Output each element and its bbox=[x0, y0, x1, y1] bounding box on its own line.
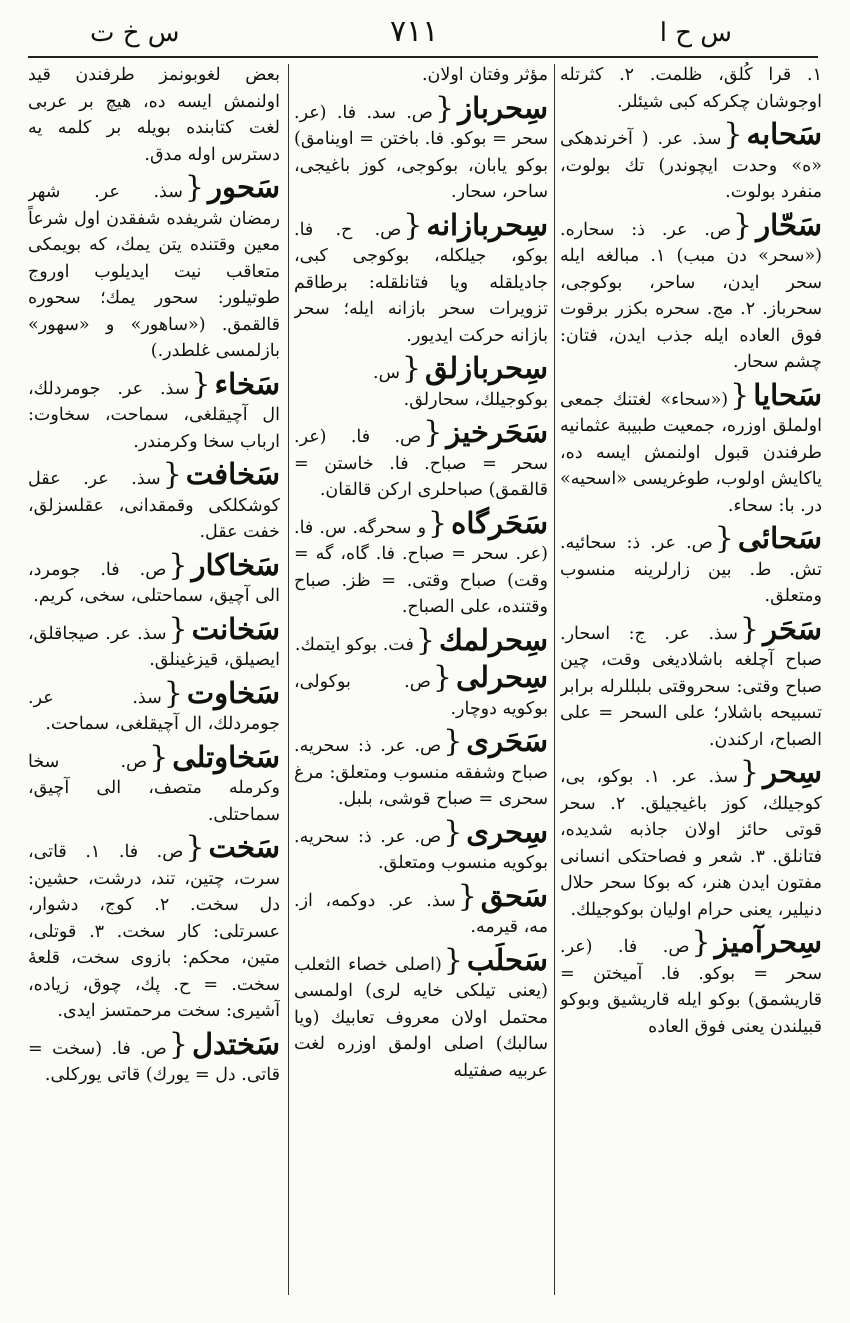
brace-mark: { bbox=[730, 377, 750, 413]
brace-mark: { bbox=[415, 622, 435, 658]
dictionary-entry bbox=[28, 459, 280, 546]
entry-headword: سَخاوت bbox=[186, 675, 280, 710]
entry-definition: سذ. عر. عقل كوشكلكى وقمقدانى، عقلسزلق، خفت عقل. bbox=[28, 469, 280, 542]
entry-definition: ص. عر. ذ: سحاره. («سحر» دن مبب) ١. مبالغه ايله سحر ايدن، ساحر، بوكوجى، سحرباز. ٢. مج. سحره بكزر برقوت فوق العاده ايله جذب ايدن، فتان: چشم سحار. bbox=[560, 219, 822, 372]
entry-headword: سَخت bbox=[208, 830, 280, 864]
brace-mark: { bbox=[739, 755, 759, 790]
running-head-right: س ح ا bbox=[659, 18, 732, 48]
entry-definition: سذ. عر. جومردلك، ال آچيقلغى، سماحت، سخاوت: ارباب سخا وكرمندر. bbox=[28, 378, 280, 452]
dictionary-entry bbox=[28, 739, 280, 829]
entry-headword: سِحربازانه bbox=[426, 207, 548, 242]
page-header bbox=[0, 0, 850, 56]
entry-definition: ص. ح. فا. بوكو، جيلكله، بوكوجى كبى، جاديلقله ويا فتانلقله: برطاقم تزويرات سحر بازانه ايله؛ سحر بازانه حركت ايديور. bbox=[294, 219, 548, 346]
dictionary-entry bbox=[560, 927, 822, 1040]
entry-headword: سَحابه bbox=[746, 117, 822, 151]
dictionary-entry bbox=[28, 547, 280, 610]
brace-mark: { bbox=[401, 351, 422, 386]
brace-mark: { bbox=[191, 366, 211, 402]
header-rule bbox=[28, 56, 818, 58]
dictionary-entry bbox=[560, 757, 822, 923]
entry-definition: ص. فا. (عر. سحر = صباح. فا. خاستن = قالقمق) صباحلرى اركن قالقان. bbox=[294, 427, 548, 500]
dictionary-entry bbox=[294, 662, 548, 722]
entry-definition: ص. فا. جومرد، الى آچيق، سماحتلى، سخى، كريم. bbox=[28, 559, 280, 606]
brace-mark: { bbox=[185, 830, 205, 865]
brace-mark: { bbox=[723, 117, 743, 152]
entry-headword: سَحّار bbox=[756, 207, 822, 242]
entry-headword: سَحايا bbox=[753, 377, 822, 412]
dictionary-entry bbox=[28, 172, 280, 365]
entry-definition: سذ. عر. جومردلك، ال آچيقلغى، سماحت. bbox=[28, 687, 280, 734]
entry-headword: سِحرلمك bbox=[438, 622, 548, 657]
continuation-text: ١. قرا كُلق، ظلمت. ٢. كثرتله اوجوشان چكركه كبى شيئلر. bbox=[560, 65, 822, 112]
brace-mark: { bbox=[457, 878, 477, 914]
dictionary-entry bbox=[560, 207, 822, 376]
dictionary-entry bbox=[28, 675, 280, 738]
brace-mark: { bbox=[162, 457, 182, 492]
dictionary-entry bbox=[560, 523, 822, 610]
entry-definition: ص. سد. فا. (عر. سحر = بوكو. فا. باختن = اوينامق) بوكو يابان، بوكوجى، كوز باغيجى، ساحر، سحار. bbox=[294, 102, 548, 202]
dictionary-entry bbox=[294, 207, 548, 350]
entry-headword: سَختدل bbox=[191, 1026, 280, 1061]
entry-definition: سذ. عر. ١. بوكو، بى، كوجيلك، كوز باغيجيلق. ٢. سحر قوتى حائز اولان جاذبه شديده، فتانلق. ٣. شعر و فصاحتكى انسانى مفتون ايدن هنر، كه بوكا سحر حلال دنيلير، يعنى حرام اوليان بوكوجيلك. bbox=[560, 767, 822, 920]
dictionary-entry bbox=[294, 814, 548, 877]
brace-mark: { bbox=[434, 90, 455, 126]
dictionary-entry bbox=[294, 622, 548, 659]
brace-mark: { bbox=[443, 724, 463, 759]
entry-headword: سَحَرخيز bbox=[446, 415, 548, 449]
entry-headword: سَحور bbox=[207, 170, 280, 204]
column-middle bbox=[294, 62, 548, 1299]
entry-definition: ص. فا. (عر. سحر = بوكو. فا. آميختن = قاريشمق) بوكو ايله قاريشيق وبوكو قبيلندن يعنى فوق العاده bbox=[560, 937, 822, 1037]
entry-headword: سِحرباز bbox=[458, 90, 548, 125]
entry-definition: ص. فا. (سخت = قاتى. دل = يورك) قاتى يوركلى. bbox=[28, 1038, 280, 1085]
entry-headword: سَخانت bbox=[191, 611, 280, 646]
brace-mark: { bbox=[168, 547, 188, 583]
dictionary-entry bbox=[28, 611, 280, 674]
entry-headword: سِحرآميز bbox=[714, 925, 822, 959]
dictionary-entry bbox=[560, 377, 822, 520]
brace-mark: { bbox=[739, 611, 759, 647]
brace-mark: { bbox=[428, 505, 448, 541]
entry-definition: (اصلى خصاء الثعلب (يعنى تيلكى خايه لرى) اولمسى محتمل اولان معروف تعابيك (ويا سالبك) اصلى اولمق اوزره لغت عربيه صفتيله bbox=[294, 954, 548, 1081]
entry-definition: و سحرگه. س. فا. (عر. سحر = صباح. فا. گاه، گه = وقت) صباح وقتى. = ظز. صباح وقتنده، على الصباح. bbox=[294, 517, 548, 617]
dictionary-entry bbox=[28, 832, 280, 1025]
brace-mark: { bbox=[443, 942, 463, 978]
brace-mark: { bbox=[733, 207, 753, 243]
column-divider bbox=[554, 64, 555, 1295]
dictionary-entry bbox=[28, 366, 280, 456]
dictionary-entry bbox=[294, 726, 548, 813]
brace-mark: { bbox=[432, 660, 452, 695]
entry-definition: سذ. عر. دوكمه، از. مه، قيرمه. bbox=[294, 890, 548, 937]
entry-definition: س. بوكوجيلك، سحارلق. bbox=[373, 363, 548, 410]
entry-headword: سَحلَب bbox=[466, 942, 548, 977]
dictionary-entry bbox=[294, 878, 548, 941]
brace-mark: { bbox=[184, 170, 204, 205]
entry-definition: فت. بوكو ايتمك. bbox=[294, 634, 414, 655]
entry-definition: سذ. عر. صيجاقلق، ايصيلق، قيزغينلق. bbox=[28, 623, 280, 670]
column-divider bbox=[288, 64, 289, 1295]
entry-definition: ص. بوكولى، بوكويه دوچار. bbox=[294, 672, 548, 719]
dictionary-entry bbox=[294, 353, 548, 413]
entry-definition: سذ. عر. ج: اسحار. صباح آچلغه باشلاديغى وقت، چين صباح وقتى: سحروقتى بلبللرله برابر تسبيحه باشلار؛ على السحر = على الصباح، اركندن. bbox=[560, 623, 822, 750]
entry-definition: ص. فا. ١. قاتى، سرت، چتين، تند، درشت، حشين: دل سخت. ٢. كوج، دشوار، عسرتلى: كار سخت. ٣. قوتلى، متين، محكم: بازوى سخت، قلعهٔ سخت. = ح. پك، چوق، زياده، آشيرى: سخت مرحمتسز ايدى. bbox=[28, 842, 280, 1021]
entry-headword: سَخاء bbox=[214, 366, 280, 401]
brace-mark: { bbox=[403, 207, 423, 243]
entry-headword: سَخاكار bbox=[191, 547, 280, 582]
entry-headword: سَحائى bbox=[737, 521, 822, 555]
entry-headword: سَحَرگاه bbox=[451, 505, 548, 540]
dictionary-entry bbox=[294, 942, 548, 1085]
entry-headword: سَخافت bbox=[185, 457, 280, 491]
entry-definition: ص. عر. ذ: سحائيه. تش. ط. بين زارلرينه منسوب ومتعلق. bbox=[560, 533, 822, 606]
column-left bbox=[28, 62, 280, 1299]
dictionary-entry bbox=[294, 505, 548, 621]
dictionary-entry bbox=[560, 611, 822, 754]
entry-definition: ص. عر. ذ: سحريه. صباح وشفقه منسوب ومتعلق: مرغ سحرى = صباح قوشى، بلبل. bbox=[294, 736, 548, 809]
entry-definition: ص. عر. ذ: سحريه. بوكويه منسوب ومتعلق. bbox=[294, 826, 548, 873]
entry-headword: سِحرلى bbox=[455, 660, 548, 694]
entry-headword: سَحَر bbox=[762, 611, 822, 646]
entry-headword: سِحر bbox=[762, 755, 822, 789]
brace-mark: { bbox=[149, 739, 169, 775]
page-number: ٧١١ bbox=[390, 14, 439, 49]
continuation-text: بعض لغوبونمز طرفندن قيد اولنمش ايسه ده، هيچ بر عربى لغت كتابنده بويله بر كلمه يه دسترس اوله مدق. bbox=[28, 65, 280, 165]
entry-definition: سذ. عر. ( آخرندهكى «ه» وحدت ايچوندر) تك بولوت، منفرد بولوت. bbox=[560, 129, 822, 202]
dictionary-entry bbox=[560, 119, 822, 206]
column-right bbox=[560, 62, 822, 1299]
brace-mark: { bbox=[714, 521, 734, 556]
brace-mark: { bbox=[168, 1026, 188, 1062]
brace-mark: { bbox=[168, 611, 188, 647]
entry-headword: سَخاوتلى bbox=[172, 739, 280, 774]
dictionary-entry bbox=[294, 417, 548, 504]
entry-headword: سِحربازلق bbox=[425, 351, 548, 385]
dictionary-entry bbox=[294, 90, 548, 206]
brace-mark: { bbox=[163, 675, 183, 711]
running-head-left: س خ ت bbox=[90, 18, 180, 48]
continuation-text: مؤثر وفتان اولان. bbox=[421, 65, 548, 85]
brace-mark: { bbox=[691, 925, 711, 960]
brace-mark: { bbox=[443, 814, 463, 850]
entry-definition: ص. سخا وكرمله متصف، الى آچيق، سماحتلى. bbox=[28, 751, 280, 825]
entry-headword: سَحق bbox=[480, 878, 548, 913]
entry-definition: سذ. عر. شهر رمضان شريفده شفقدن اول شرعاً معين وقتنده يتن يمك، كه بويمكى متعاقب نيت ايديلوب اوروج طوتيلور: سحور يمك؛ سحوره قالقمق. («ساهور» و «سهور» بازلمسى غلطدر.) bbox=[28, 182, 280, 361]
entry-definition: («سحاء» لغتنك جمعى اولملق اوزره، جمعيت طبيبة عثمانيه طرفندن قبول اولنمش ايسه ده، ياكايش اولوب، طوغريسى «اسحيه» در. با: سحاء. bbox=[560, 389, 822, 516]
entry-headword: سِحرى bbox=[466, 814, 548, 849]
entry-headword: سَحَرى bbox=[466, 724, 548, 758]
brace-mark: { bbox=[423, 415, 443, 450]
dictionary-entry bbox=[28, 1026, 280, 1089]
